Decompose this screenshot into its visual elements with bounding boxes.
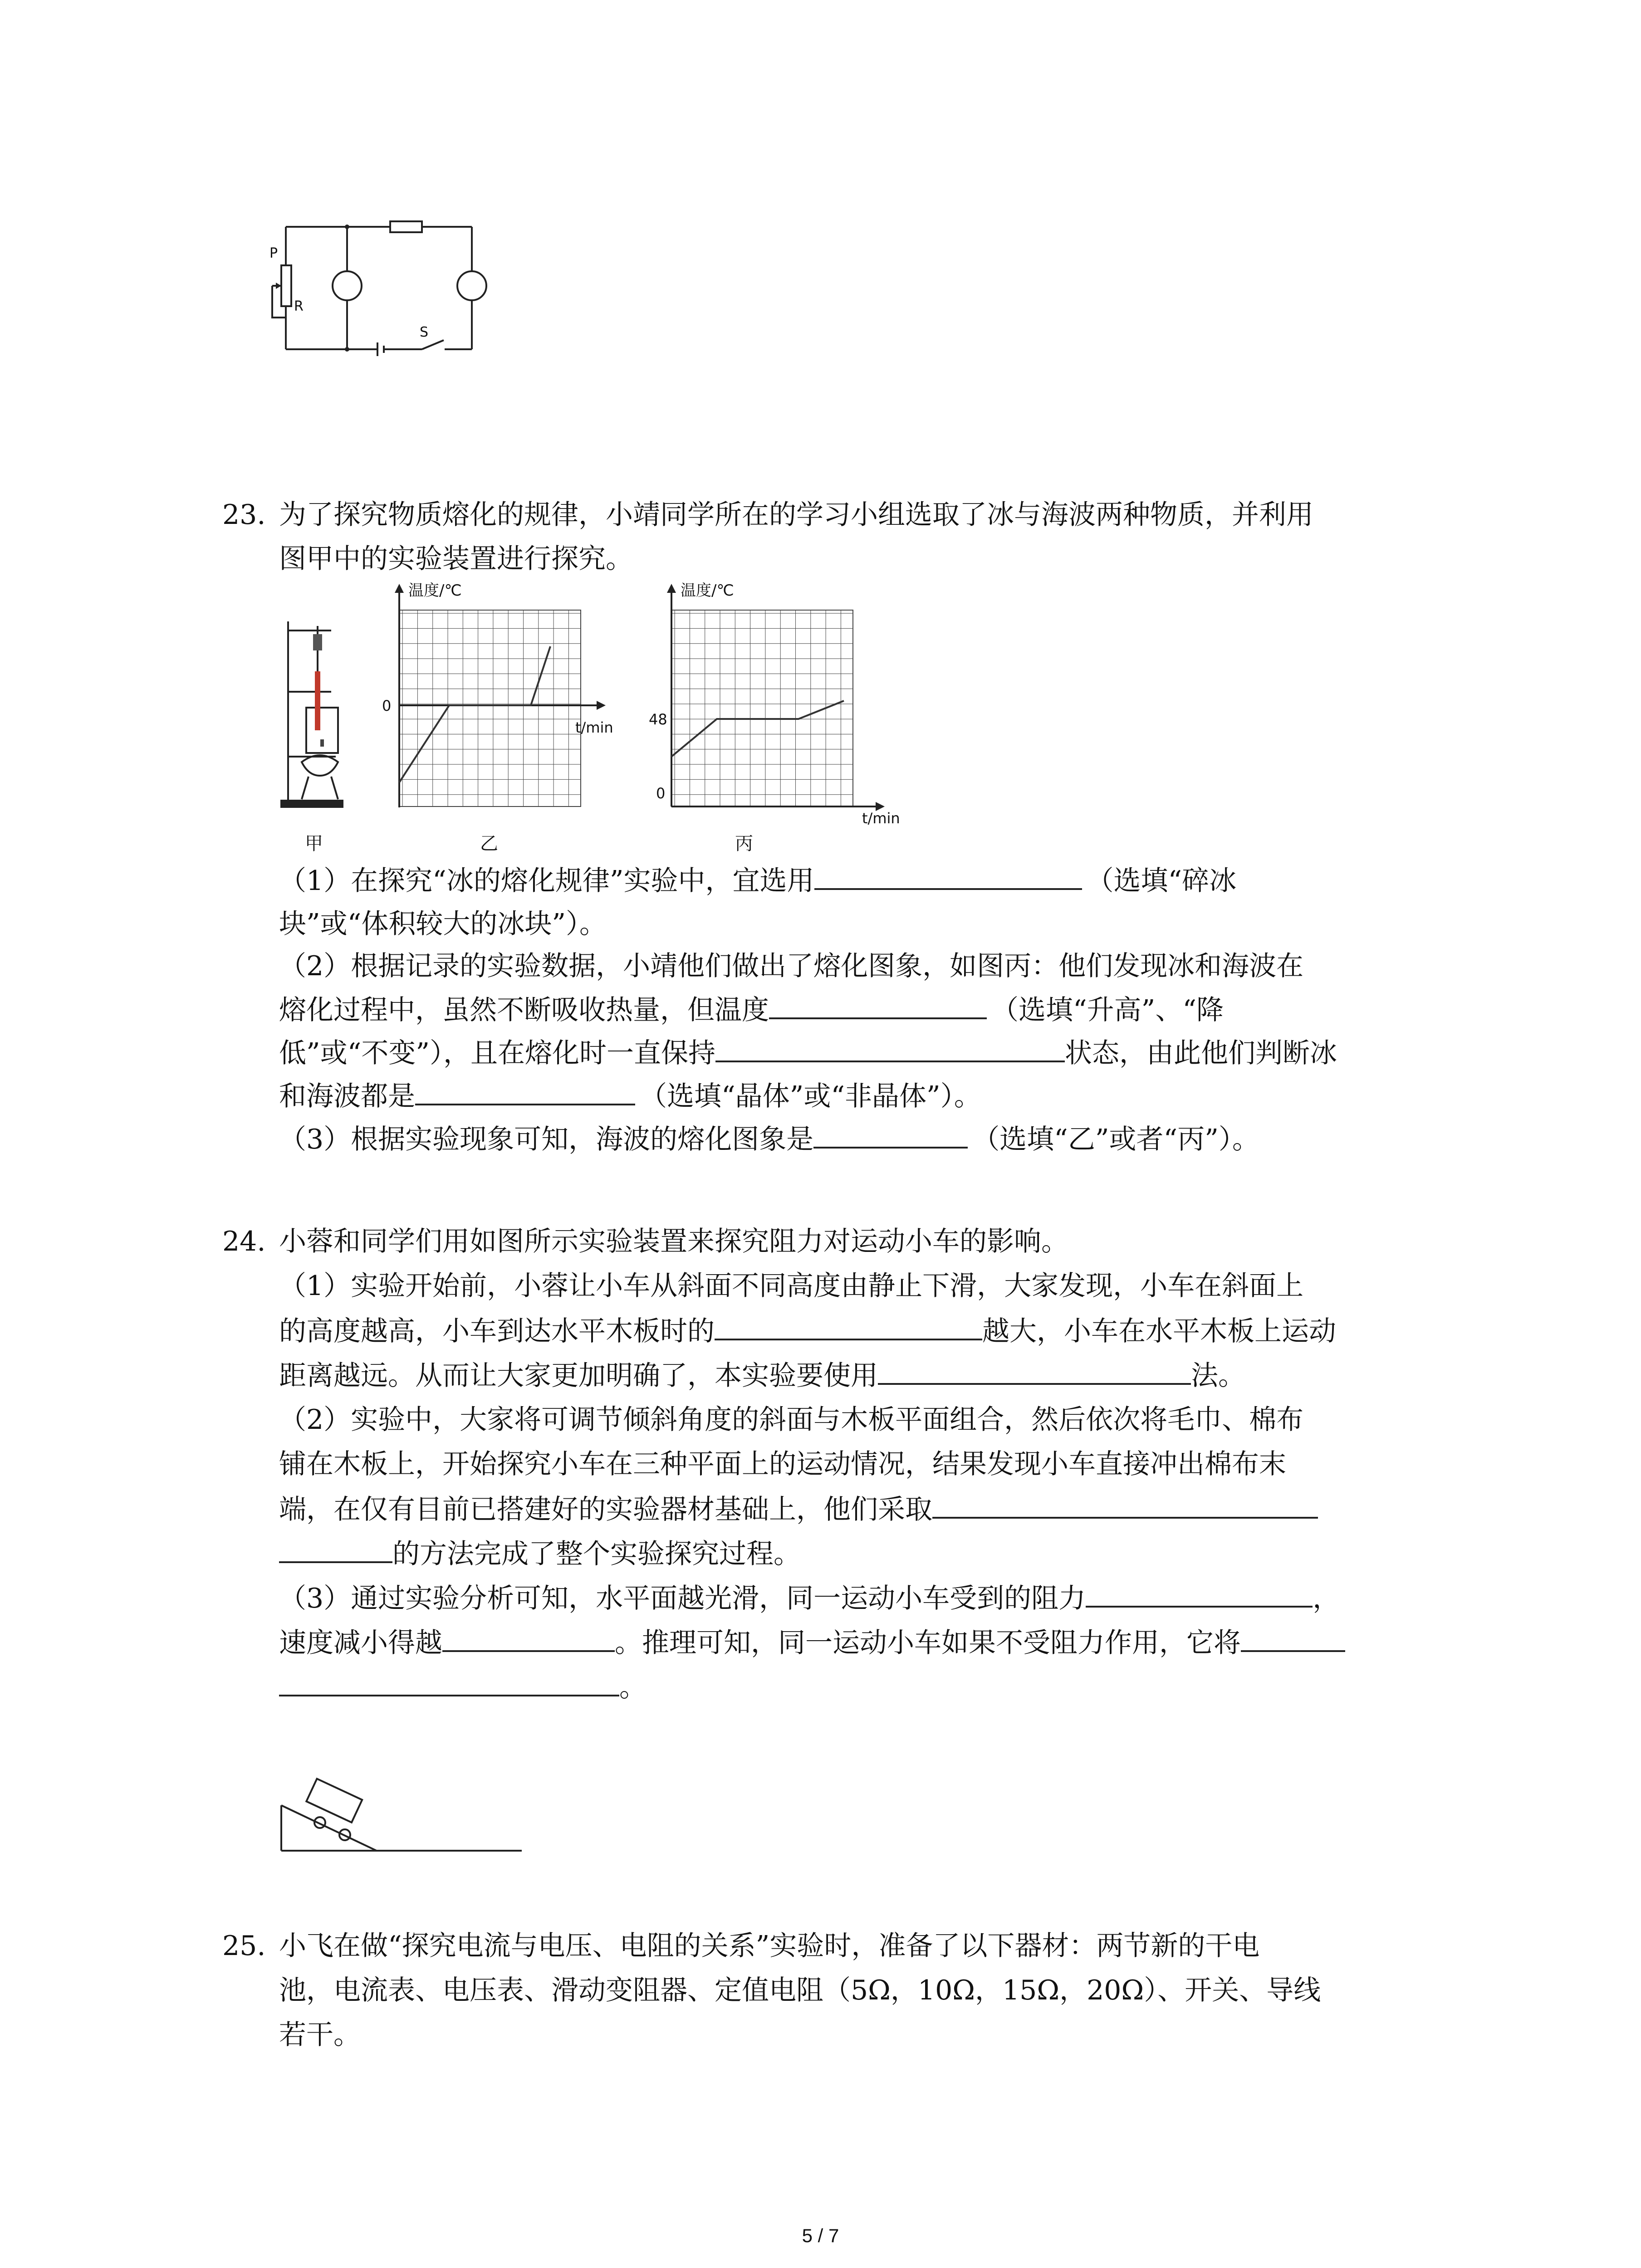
q24-blank-6b[interactable] (279, 1668, 619, 1696)
q23-p2-text-c: （选填“升高”、“降 (991, 994, 1224, 1026)
q24-p1-text-c: 越大，小车在水平木板上运动 (982, 1315, 1336, 1347)
q24-p3-text-e: 。 (619, 1672, 647, 1703)
graph-yi (372, 583, 626, 819)
q25-line3: 若干。 (279, 2019, 361, 2051)
q23-p1-text-a: （1）在探究“冰的熔化规律”实验中，宜选用 (279, 865, 814, 897)
q23-number: 23. (222, 499, 266, 531)
q23-blank-2[interactable] (769, 991, 987, 1019)
label-s: S (420, 324, 429, 340)
graph-bing-xlabel: t/min (862, 810, 900, 827)
q23-p2-text-f: 和海波都是 (279, 1080, 415, 1112)
q23-blank-5[interactable] (813, 1120, 968, 1149)
apparatus-figure-jia (281, 612, 349, 812)
q24-p1-text-e: 法。 (1191, 1360, 1245, 1392)
q24-p3-text-d: 。推理可知，同一运动小车如果不受阻力作用，它将 (615, 1627, 1241, 1659)
graph-bing (644, 583, 912, 828)
q23-p2-line2 (279, 991, 1224, 1028)
q24-p3-text-c: 速度减小得越 (279, 1627, 442, 1659)
q24-p1-line3 (279, 1357, 1245, 1394)
q23-blank-1[interactable] (814, 862, 1082, 890)
q23-p2-line1: （2）根据记录的实验数据，小靖他们做出了熔化图象，如图丙：他们发现冰和海波在 (279, 950, 1304, 982)
graph-yi-ylabel: 温度/℃ (408, 582, 462, 600)
q23-p3-text-a: （3）根据实验现象可知，海波的熔化图象是 (279, 1124, 814, 1155)
q24-p3-line1 (279, 1579, 1340, 1617)
q25-line1: 小飞在做“探究电流与电压、电阻的关系”实验时，准备了以下器材：两节新的干电 (279, 1930, 1260, 1962)
graph-yi-zero: 0 (382, 697, 392, 714)
q23-p2-text-d: 低”或“不变”），且在熔化时一直保持 (279, 1037, 716, 1069)
q23-p2-text-g: （选填“晶体”或“非晶体”）。 (640, 1080, 981, 1112)
q23-p3-line1 (279, 1120, 1259, 1158)
graph-yi-xlabel: t/min (575, 719, 613, 736)
graph-bing-ylabel: 温度/℃ (681, 582, 734, 600)
graph-bing-tick-48: 48 (649, 711, 667, 728)
circuit-diagram (269, 213, 508, 363)
figure-label-yi: 乙 (480, 833, 498, 854)
q24-blank-3b[interactable] (279, 1535, 392, 1563)
q23-p3-text-b: （选填“乙”或者“丙”）。 (972, 1124, 1259, 1155)
q23-intro-line1: 为了探究物质熔化的规律，小靖同学所在的学习小组选取了冰与海波两种物质，并利用 (279, 499, 1313, 531)
label-r: R (294, 298, 304, 314)
q23-blank-4[interactable] (415, 1077, 635, 1105)
q23-p2-text-b: 熔化过程中，虽然不断吸收热量，但温度 (279, 994, 769, 1026)
q24-blank-5[interactable] (442, 1624, 615, 1652)
q24-blank-2[interactable] (878, 1357, 1191, 1385)
q24-p3-text-a: （3）通过实验分析可知，水平面越光滑，同一运动小车受到的阻力 (279, 1583, 1086, 1614)
graph-bing-zero: 0 (656, 785, 666, 802)
label-p: P (269, 245, 278, 261)
q24-p2-line1: （2）实验中，大家将可调节倾斜角度的斜面与木板平面组合，然后依次将毛巾、棉布 (279, 1404, 1304, 1436)
q23-blank-3[interactable] (715, 1034, 1065, 1062)
q23-p1-text-b: （选填“碎冰 (1086, 865, 1237, 897)
q24-blank-4[interactable] (1086, 1579, 1313, 1608)
q24-p3-line3 (279, 1668, 647, 1706)
q25-line2: 池，电流表、电压表、滑动变阻器、定值电阻（5Ω，10Ω，15Ω，20Ω）、开关、导线 (279, 1975, 1321, 2006)
q24-p1-text-d: 距离越远。从而让大家更加明确了，本实验要使用 (279, 1360, 878, 1392)
q23-p2-line3 (279, 1034, 1337, 1071)
q24-p2-text-d: 的方法完成了整个实验探究过程。 (392, 1538, 801, 1570)
figure-label-jia: 甲 (305, 833, 323, 854)
q23-p2-text-e: 状态，由此他们判断冰 (1065, 1037, 1337, 1069)
q24-p3-text-b: ， (1313, 1583, 1340, 1614)
q24-p2-line4 (279, 1535, 801, 1572)
q24-blank-6a[interactable] (1241, 1624, 1345, 1652)
figure-label-bing: 丙 (735, 833, 753, 854)
q24-p3-line2 (279, 1624, 1345, 1661)
q24-number: 24. (222, 1226, 266, 1257)
q24-p1-line2 (279, 1312, 1336, 1349)
q23-intro-line2: 图甲中的实验装置进行探究。 (279, 543, 633, 575)
q24-blank-1[interactable] (715, 1312, 982, 1340)
q25-number: 25. (222, 1930, 266, 1962)
q24-p2-line2: 铺在木板上，开始探究小车在三种平面上的运动情况，结果发现小车直接冲出棉布末 (279, 1448, 1286, 1480)
q24-intro: 小蓉和同学们用如图所示实验装置来探究阻力对运动小车的影响。 (279, 1226, 1068, 1257)
q23-p2-line4 (279, 1077, 981, 1114)
incline-cart-figure (277, 1760, 531, 1860)
q23-p1-line2: 块”或“体积较大的冰块”）。 (279, 908, 607, 940)
q24-p2-text-c: 端，在仅有目前已搭建好的实验器材基础上，他们采取 (279, 1494, 932, 1525)
q24-p1-line1: （1）实验开始前，小蓉让小车从斜面不同高度由静止下滑，大家发现，小车在斜面上 (279, 1270, 1304, 1302)
q24-p2-line3 (279, 1491, 1318, 1528)
q24-blank-3a[interactable] (932, 1491, 1318, 1519)
q23-p1-line1 (279, 862, 1236, 899)
page-number: 5 / 7 (802, 2225, 839, 2246)
q24-p1-text-b: 的高度越高，小车到达水平木板时的 (279, 1315, 715, 1347)
